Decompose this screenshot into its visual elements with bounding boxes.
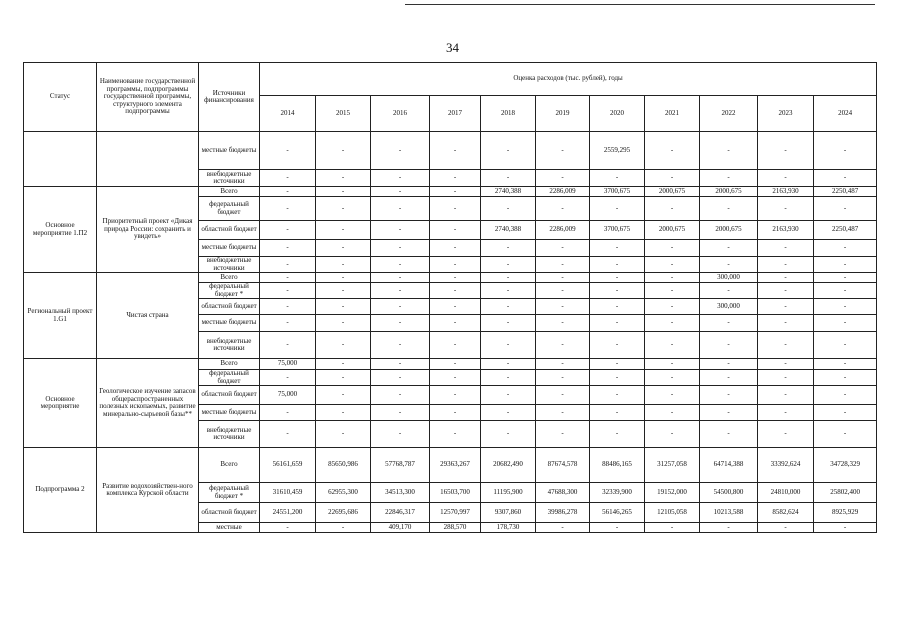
value-cell: 19152,000 <box>645 483 700 503</box>
value-cell: - <box>481 170 536 187</box>
value-cell: - <box>481 283 536 299</box>
source-cell: федеральный бюджет <box>199 370 260 386</box>
value-cell: - <box>430 386 481 405</box>
value-cell: - <box>590 332 645 359</box>
value-cell: - <box>700 386 758 405</box>
value-cell: - <box>536 315 590 332</box>
value-cell: - <box>371 332 430 359</box>
value-cell: - <box>758 523 814 533</box>
value-cell: - <box>814 299 877 315</box>
value-cell: - <box>430 421 481 448</box>
value-cell: - <box>590 359 645 370</box>
value-cell: 2250,487 <box>814 187 877 197</box>
value-cell: - <box>700 240 758 257</box>
value-cell: - <box>481 421 536 448</box>
value-cell: - <box>645 523 700 533</box>
value-cell: 22695,686 <box>316 503 371 523</box>
value-cell: - <box>430 257 481 273</box>
value-cell: - <box>536 273 590 283</box>
value-cell: 12570,997 <box>430 503 481 523</box>
value-cell: - <box>645 332 700 359</box>
value-cell: - <box>316 359 371 370</box>
value-cell: - <box>260 405 316 421</box>
value-cell: - <box>758 359 814 370</box>
value-cell: 2250,487 <box>814 221 877 240</box>
year-header: 2024 <box>814 96 877 132</box>
value-cell: 16503,700 <box>430 483 481 503</box>
value-cell: - <box>645 240 700 257</box>
value-cell: - <box>758 332 814 359</box>
value-cell: - <box>590 257 645 273</box>
value-cell: 178,730 <box>481 523 536 533</box>
value-cell: - <box>430 273 481 283</box>
year-header: 2019 <box>536 96 590 132</box>
value-cell: - <box>814 386 877 405</box>
value-cell: - <box>430 221 481 240</box>
value-cell: - <box>371 187 430 197</box>
header-status: Статус <box>24 63 97 132</box>
value-cell: 34728,329 <box>814 448 877 483</box>
value-cell: 24810,000 <box>758 483 814 503</box>
status-cell <box>24 132 97 187</box>
value-cell: - <box>371 221 430 240</box>
value-cell: 2286,009 <box>536 221 590 240</box>
value-cell: - <box>316 405 371 421</box>
source-cell: внебюджетные источники <box>199 170 260 187</box>
source-cell: федеральный бюджет * <box>199 283 260 299</box>
value-cell: - <box>645 170 700 187</box>
value-cell: - <box>590 170 645 187</box>
value-cell: 2559,295 <box>590 132 645 170</box>
value-cell: - <box>590 405 645 421</box>
value-cell: - <box>536 386 590 405</box>
value-cell: - <box>316 240 371 257</box>
year-header: 2016 <box>371 96 430 132</box>
value-cell: - <box>758 283 814 299</box>
value-cell: - <box>430 299 481 315</box>
source-cell: областной бюджет <box>199 221 260 240</box>
value-cell: - <box>590 523 645 533</box>
value-cell: - <box>590 283 645 299</box>
value-cell: 288,570 <box>430 523 481 533</box>
value-cell: - <box>316 197 371 221</box>
value-cell: 34513,300 <box>371 483 430 503</box>
header-row-1 <box>24 63 877 96</box>
value-cell: - <box>371 421 430 448</box>
value-cell: - <box>758 257 814 273</box>
value-cell: 3700,675 <box>590 187 645 197</box>
value-cell: - <box>814 332 877 359</box>
source-cell: местные бюджеты <box>199 405 260 421</box>
value-cell: - <box>758 273 814 283</box>
name-cell: Приоритетный проект «Дикая природа России: сохранить и увидеть» <box>97 187 199 273</box>
value-cell: 85650,986 <box>316 448 371 483</box>
table-row <box>24 273 877 283</box>
value-cell: 33392,624 <box>758 448 814 483</box>
value-cell: 300,000 <box>700 273 758 283</box>
page-number: 34 <box>446 40 459 55</box>
name-cell: Геологическое изучение запасов общераспространенных полезных ископаемых, развитие минерально-сырьевой базы** <box>97 359 199 448</box>
value-cell: - <box>758 197 814 221</box>
value-cell: - <box>758 170 814 187</box>
table-row <box>24 132 877 170</box>
value-cell: 62955,300 <box>316 483 371 503</box>
value-cell: - <box>814 523 877 533</box>
value-cell: - <box>481 299 536 315</box>
table-row <box>24 187 877 197</box>
value-cell: - <box>430 240 481 257</box>
value-cell: - <box>700 197 758 221</box>
value-cell: - <box>316 370 371 386</box>
value-cell: - <box>645 315 700 332</box>
value-cell: - <box>371 170 430 187</box>
value-cell: - <box>371 273 430 283</box>
source-cell: Всего <box>199 273 260 283</box>
value-cell: - <box>481 315 536 332</box>
value-cell: - <box>536 523 590 533</box>
value-cell: - <box>260 240 316 257</box>
value-cell: - <box>481 257 536 273</box>
value-cell: - <box>700 421 758 448</box>
value-cell: - <box>536 299 590 315</box>
value-cell: - <box>316 221 371 240</box>
value-cell: - <box>700 132 758 170</box>
value-cell: 25802,400 <box>814 483 877 503</box>
value-cell: - <box>260 273 316 283</box>
value-cell: - <box>536 359 590 370</box>
value-cell: 12105,058 <box>645 503 700 523</box>
value-cell: - <box>814 315 877 332</box>
source-cell: областной бюджет <box>199 386 260 405</box>
value-cell: - <box>814 283 877 299</box>
value-cell: 29363,267 <box>430 448 481 483</box>
source-cell: Всего <box>199 448 260 483</box>
value-cell: - <box>371 386 430 405</box>
source-cell: внебюджетные источники <box>199 257 260 273</box>
value-cell: - <box>645 132 700 170</box>
value-cell: - <box>371 370 430 386</box>
value-cell: - <box>430 359 481 370</box>
source-cell: областной бюджет <box>199 503 260 523</box>
value-cell: - <box>536 370 590 386</box>
source-cell: местные бюджеты <box>199 240 260 257</box>
value-cell: - <box>536 197 590 221</box>
value-cell: 2000,675 <box>700 187 758 197</box>
value-cell: - <box>316 315 371 332</box>
value-cell: - <box>814 197 877 221</box>
header-name: Наименование государственной программы, подпрограммы государственной программы, структурного элемента подпрограммы <box>97 63 199 132</box>
value-cell: - <box>645 283 700 299</box>
value-cell: 2163,930 <box>758 221 814 240</box>
value-cell: - <box>645 405 700 421</box>
name-cell: Чистая страна <box>97 273 199 359</box>
value-cell: - <box>316 523 371 533</box>
value-cell: - <box>700 332 758 359</box>
budget-table <box>23 62 877 533</box>
value-cell: - <box>645 370 700 386</box>
year-header: 2017 <box>430 96 481 132</box>
value-cell: - <box>371 240 430 257</box>
table-body <box>24 132 877 533</box>
value-cell: 2163,930 <box>758 187 814 197</box>
value-cell: - <box>645 257 700 273</box>
source-cell: Всего <box>199 359 260 370</box>
status-cell: Региональный проект 1.G1 <box>24 273 97 359</box>
header-source: Источники финансирования <box>199 63 260 132</box>
value-cell: 11195,900 <box>481 483 536 503</box>
value-cell: 32339,900 <box>590 483 645 503</box>
value-cell: - <box>316 170 371 187</box>
value-cell: 2000,675 <box>645 187 700 197</box>
value-cell: 10213,588 <box>700 503 758 523</box>
value-cell: 31610,459 <box>260 483 316 503</box>
value-cell: - <box>590 386 645 405</box>
value-cell: - <box>700 359 758 370</box>
value-cell: - <box>430 170 481 187</box>
value-cell: 56146,265 <box>590 503 645 523</box>
source-cell: внебюджетные источники <box>199 421 260 448</box>
value-cell: - <box>536 405 590 421</box>
source-cell: федеральный бюджет * <box>199 483 260 503</box>
value-cell: - <box>260 283 316 299</box>
value-cell: - <box>814 132 877 170</box>
year-header: 2015 <box>316 96 371 132</box>
value-cell: - <box>481 132 536 170</box>
value-cell: 64714,388 <box>700 448 758 483</box>
value-cell: - <box>758 370 814 386</box>
value-cell: - <box>536 240 590 257</box>
source-cell: областной бюджет <box>199 299 260 315</box>
year-header: 2014 <box>260 96 316 132</box>
source-cell: местные бюджеты <box>199 132 260 170</box>
value-cell: 2000,675 <box>645 221 700 240</box>
year-header: 2022 <box>700 96 758 132</box>
value-cell: - <box>316 187 371 197</box>
value-cell: - <box>814 421 877 448</box>
value-cell: 20682,490 <box>481 448 536 483</box>
value-cell: - <box>316 332 371 359</box>
value-cell: 2286,009 <box>536 187 590 197</box>
value-cell: - <box>316 299 371 315</box>
value-cell: 87674,578 <box>536 448 590 483</box>
value-cell: - <box>758 386 814 405</box>
value-cell: - <box>260 299 316 315</box>
source-cell: Всего <box>199 187 260 197</box>
value-cell: - <box>814 273 877 283</box>
table-row <box>24 448 877 483</box>
value-cell: - <box>590 315 645 332</box>
value-cell: - <box>430 132 481 170</box>
value-cell: 57768,787 <box>371 448 430 483</box>
value-cell: - <box>316 386 371 405</box>
value-cell: - <box>430 405 481 421</box>
value-cell: - <box>371 132 430 170</box>
value-cell: 409,170 <box>371 523 430 533</box>
value-cell: - <box>481 197 536 221</box>
value-cell: - <box>260 132 316 170</box>
value-cell: - <box>700 257 758 273</box>
value-cell: - <box>536 132 590 170</box>
value-cell: - <box>430 197 481 221</box>
value-cell: - <box>316 273 371 283</box>
year-header: 2018 <box>481 96 536 132</box>
value-cell: - <box>260 332 316 359</box>
year-header: 2020 <box>590 96 645 132</box>
value-cell: - <box>316 283 371 299</box>
value-cell: - <box>758 299 814 315</box>
value-cell: 88486,165 <box>590 448 645 483</box>
source-cell: внебюджетные источники <box>199 332 260 359</box>
value-cell: - <box>481 370 536 386</box>
value-cell: - <box>316 132 371 170</box>
value-cell: - <box>536 283 590 299</box>
value-cell: - <box>260 257 316 273</box>
value-cell: 54500,800 <box>700 483 758 503</box>
value-cell: - <box>260 315 316 332</box>
value-cell: 39986,278 <box>536 503 590 523</box>
source-cell: местные бюджеты <box>199 315 260 332</box>
value-cell: - <box>260 370 316 386</box>
status-cell: Подпрограмма 2 <box>24 448 97 533</box>
value-cell: 47688,300 <box>536 483 590 503</box>
value-cell: - <box>371 405 430 421</box>
value-cell: 2740,388 <box>481 221 536 240</box>
name-cell <box>97 132 199 187</box>
value-cell: - <box>260 197 316 221</box>
value-cell: - <box>536 421 590 448</box>
value-cell: - <box>371 197 430 221</box>
value-cell: 8925,929 <box>814 503 877 523</box>
name-cell: Развитие водохозяйствен-ного комплекса Курской области <box>97 448 199 533</box>
value-cell: - <box>590 299 645 315</box>
value-cell: - <box>430 315 481 332</box>
value-cell: - <box>758 315 814 332</box>
value-cell: - <box>814 257 877 273</box>
top-rule <box>405 4 875 5</box>
value-cell: - <box>758 405 814 421</box>
value-cell: - <box>590 421 645 448</box>
value-cell: - <box>481 240 536 257</box>
value-cell: - <box>758 421 814 448</box>
value-cell: - <box>260 221 316 240</box>
value-cell: - <box>590 240 645 257</box>
value-cell: - <box>316 421 371 448</box>
value-cell: - <box>430 283 481 299</box>
value-cell: 24551,200 <box>260 503 316 523</box>
value-cell: - <box>645 421 700 448</box>
status-cell: Основное мероприятие <box>24 359 97 448</box>
value-cell: - <box>371 299 430 315</box>
source-cell: федеральный бюджет <box>199 197 260 221</box>
value-cell: - <box>645 386 700 405</box>
value-cell: - <box>260 170 316 187</box>
value-cell: - <box>700 283 758 299</box>
table-row <box>24 359 877 370</box>
value-cell: - <box>260 523 316 533</box>
value-cell: 9307,860 <box>481 503 536 523</box>
value-cell: - <box>814 359 877 370</box>
value-cell: - <box>371 257 430 273</box>
year-header: 2021 <box>645 96 700 132</box>
value-cell: - <box>536 257 590 273</box>
value-cell: 300,000 <box>700 299 758 315</box>
value-cell: 2000,675 <box>700 221 758 240</box>
value-cell: 56161,659 <box>260 448 316 483</box>
value-cell: - <box>814 240 877 257</box>
value-cell: - <box>371 283 430 299</box>
value-cell: - <box>260 187 316 197</box>
value-cell: - <box>645 299 700 315</box>
value-cell: - <box>260 421 316 448</box>
value-cell: - <box>430 370 481 386</box>
value-cell: - <box>590 273 645 283</box>
value-cell: - <box>481 386 536 405</box>
status-cell: Основное мероприятие 1.П2 <box>24 187 97 273</box>
value-cell: - <box>430 187 481 197</box>
value-cell: 75,000 <box>260 359 316 370</box>
value-cell: - <box>590 370 645 386</box>
value-cell: - <box>700 523 758 533</box>
value-cell: 3700,675 <box>590 221 645 240</box>
value-cell: - <box>700 370 758 386</box>
value-cell: - <box>700 405 758 421</box>
year-header: 2023 <box>758 96 814 132</box>
value-cell: 2740,388 <box>481 187 536 197</box>
value-cell: - <box>700 315 758 332</box>
value-cell: - <box>814 405 877 421</box>
value-cell: - <box>814 370 877 386</box>
value-cell: - <box>536 170 590 187</box>
value-cell: - <box>316 257 371 273</box>
value-cell: - <box>590 197 645 221</box>
value-cell: - <box>430 332 481 359</box>
value-cell: 22846,317 <box>371 503 430 523</box>
value-cell: - <box>481 405 536 421</box>
value-cell: - <box>645 273 700 283</box>
value-cell: - <box>645 197 700 221</box>
value-cell: - <box>371 315 430 332</box>
value-cell: 75,000 <box>260 386 316 405</box>
value-cell: - <box>700 170 758 187</box>
value-cell: - <box>481 359 536 370</box>
value-cell: - <box>536 332 590 359</box>
value-cell: 8582,624 <box>758 503 814 523</box>
header-estimate: Оценка расходов (тыс. рублей), годы <box>260 63 877 96</box>
source-cell: местные <box>199 523 260 533</box>
value-cell: - <box>481 273 536 283</box>
value-cell: - <box>814 170 877 187</box>
value-cell: - <box>758 240 814 257</box>
value-cell: - <box>758 132 814 170</box>
value-cell: - <box>481 332 536 359</box>
value-cell: 31257,058 <box>645 448 700 483</box>
value-cell: - <box>371 359 430 370</box>
value-cell: - <box>645 359 700 370</box>
